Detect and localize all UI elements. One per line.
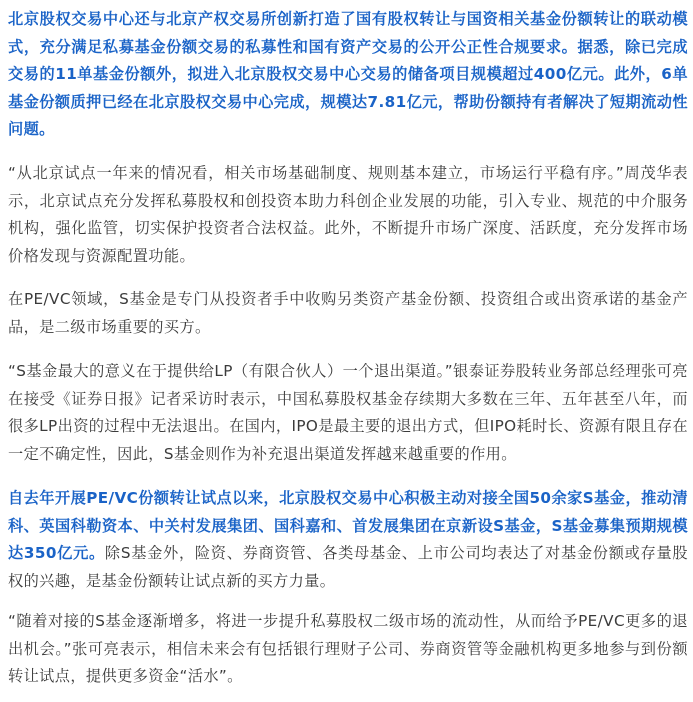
paragraph-5 (8, 485, 688, 595)
paragraph-4: “S基金最大的意义在于提供给LP（有限合伙人）一个退出渠道。”银泰证券股转业务部总经理张可亮在接受《证券日报》记者采访时表示，中国私募股权基金存续期大多数在三年、五年甚至八年，而很多LP出资的过程中无法退出。在国内，IPO是最主要的退出方式，但IPO耗时长、资源有限且存在一定不确定性，因此，S基金则作为补充退出渠道发挥越来越重要的作用。 (8, 362, 688, 463)
paragraph-highlight-1: 北京股权交易中心还与北京产权交易所创新打造了国有股权转让与国资相关基金份额转让的联动模式，充分满足私募基金份额交易的私募性和国有资产交易的公开公正性合规要求。据悉，除已完成交易的11单基金份额外，拟进入北京股权交易中心交易的储备项目规模超过400亿元。此外，6单基金份额质押已经在北京股权交易中心完成，规模达7.81亿元，帮助份额持有者解决了短期流动性问题。 (8, 10, 688, 138)
paragraph-6: “随着对接的S基金逐渐增多，将进一步提升私募股权二级市场的流动性，从而给予PE/VC更多的退出机会。”张可亮表示，相信未来会有包括银行理财子公司、券商资管等金融机构更多地参与到份额转让试点，提供更多资金“活水”。 (8, 612, 688, 685)
paragraph-5-text: 除S基金外，险资、券商资管、各类母基金、上市公司均表达了对基金份额或存量股权的兴趣，是基金份额转让试点新的买方力量。 (8, 544, 688, 590)
paragraph-2: “从北京试点一年来的情况看，相关市场基础制度、规则基本建立，市场运行平稳有序。”周茂华表示，北京试点充分发挥私募股权和创投资本助力科创企业发展的功能，引入专业、规范的中介服务机构，强化监管，切实保护投资者合法权益。此外，不断提升市场广深度、活跃度，充分发挥市场价格发现与资源配置功能。 (8, 164, 688, 265)
paragraph-5-highlight: 自去年开展PE/VC份额转让试点以来，北京股权交易中心积极主动对接全国50余家S基金，推动清科、英国科勒资本、中关村发展集团、国科嘉和、首发展集团在京新设S基金，S基金募集预期规模达350亿元。 (8, 489, 688, 562)
paragraph-3: 在PE/VC领域，S基金是专门从投资者手中收购另类资产基金份额、投资组合或出资承诺的基金产品，是二级市场重要的买方。 (8, 290, 688, 336)
